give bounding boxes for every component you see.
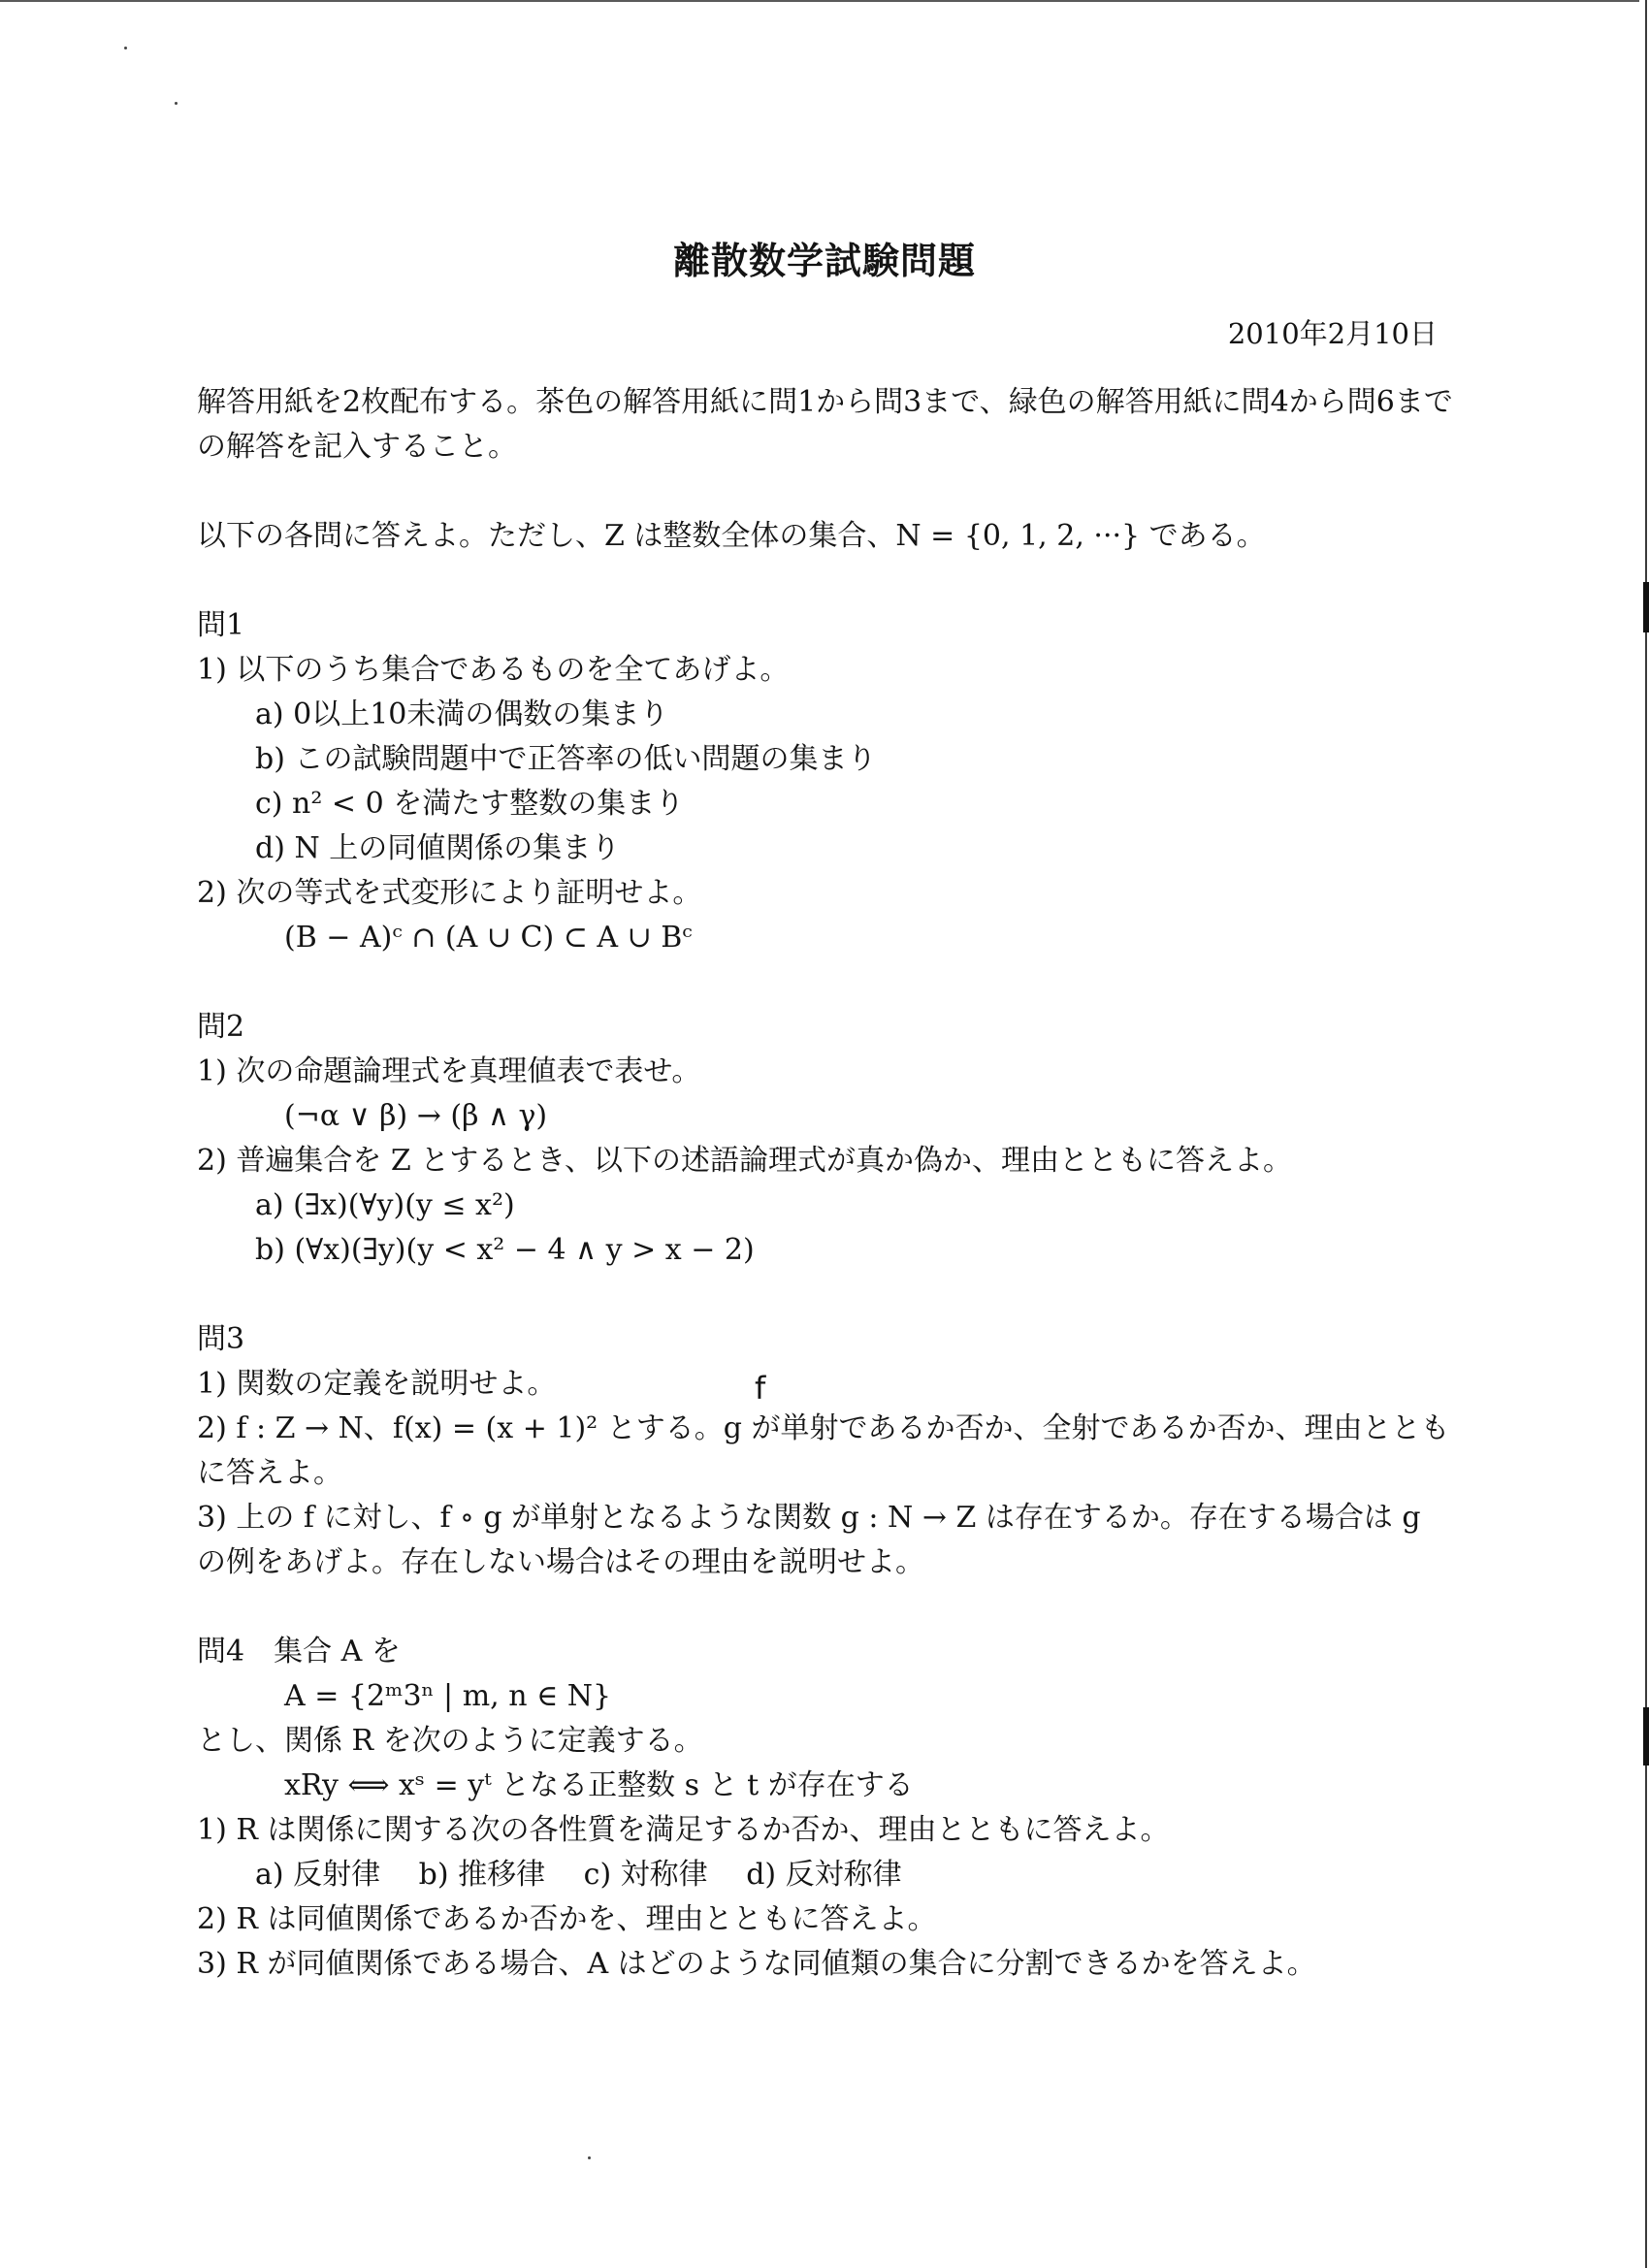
q4-part-2: 2) R は同値関係であるか否かを、理由とともに答えよ。 [197, 1902, 937, 1936]
question-2-heading: 問2 [197, 1010, 245, 1044]
q4-part-1: 1) R は関係に関する次の各性質を満足するか否か、理由とともに答えよ。 [197, 1813, 1170, 1847]
handwritten-correction: f [755, 1370, 766, 1407]
q3-part-1: 1) 関数の定義を説明せよ。 [197, 1367, 557, 1401]
scan-speck [175, 102, 178, 105]
q2-formula: (¬α ∨ β) → (β ∧ γ) [284, 1099, 548, 1133]
q1-option-a: a) 0以上10未満の偶数の集まり [255, 697, 669, 731]
q3-part-3: 3) 上の f に対し、f ∘ g が単射となるような関数 g : N → Z は存在するか。存在する場合は g の例をあげよ。存在しない場合はその理由を説明せよ。 [197, 1501, 1421, 1579]
question-1-heading: 問1 [197, 608, 245, 642]
question-4 [197, 1630, 1458, 1987]
q1-part-1: 1) 以下のうち集合であるものを全てあげよ。 [197, 653, 790, 687]
q4-relation-intro: とし、関係 R を次のように定義する。 [197, 1724, 703, 1758]
question-1 [197, 603, 1458, 960]
scan-border-right [1645, 0, 1647, 2268]
scan-edge-mark [1643, 582, 1649, 632]
q1-option-c: c) n² < 0 を満たす整数の集まり [255, 787, 685, 821]
exam-date: 2010年2月10日 [1227, 317, 1438, 350]
q2-part-1: 1) 次の命題論理式を真理値表で表せ。 [197, 1054, 701, 1088]
q4-part-3: 3) R が同値関係である場合、A はどのような同値類の集合に分割できるかを答えよ。 [197, 1947, 1316, 1981]
scan-edge-mark [1643, 1707, 1649, 1766]
q1-option-b: b) この試験問題中で正答率の低い問題の集まり [255, 742, 877, 776]
q1-option-d: d) N 上の同値関係の集まり [255, 831, 621, 865]
exam-content [197, 380, 1458, 1987]
q4-properties: a) 反射律 b) 推移律 c) 対称律 d) 反対称律 [255, 1858, 902, 1892]
scan-speck [124, 47, 127, 49]
question-2 [197, 1005, 1458, 1273]
q1-formula: (B − A)ᶜ ∩ (A ∪ C) ⊂ A ∪ Bᶜ [284, 921, 693, 955]
q2-part-2: 2) 普遍集合を Z とするとき、以下の述語論理式が真か偽か、理由とともに答えよ。 [197, 1144, 1293, 1178]
scan-border-top [0, 0, 1639, 2]
q2-option-b: b) (∀x)(∃y)(y < x² − 4 ∧ y > x − 2) [255, 1233, 755, 1267]
q4-set-definition: A = {2ᵐ3ⁿ | m, n ∈ N} [284, 1679, 612, 1713]
q3-part-2: 2) f : Z → N、f(x) = (x + 1)² とする。g が単射であるか否か、全射であるか否か、理由とともに答えよ。 [197, 1411, 1450, 1490]
scan-speck [588, 2156, 591, 2159]
exam-title: 離散数学試験問題 [672, 239, 976, 282]
q2-option-a: a) (∃x)(∀y)(y ≤ x²) [255, 1188, 515, 1222]
question-4-heading: 問4 集合 A を [197, 1635, 401, 1669]
intro-instructions: 解答用紙を2枚配布する。茶色の解答用紙に問1から問3まで、緑色の解答用紙に問4から問6までの解答を記入すること。 [197, 385, 1453, 464]
q4-relation-definition: xRy ⟺ xˢ = yᵗ となる正整数 s と t が存在する [284, 1768, 914, 1802]
q1-part-2: 2) 次の等式を式変形により証明せよ。 [197, 876, 702, 910]
intro-notation: 以下の各問に答えよ。ただし、Z は整数全体の集合、N = {0, 1, 2, ···} である。 [197, 519, 1266, 553]
question-3 [197, 1317, 1458, 1585]
question-3-heading: 問3 [197, 1322, 245, 1356]
